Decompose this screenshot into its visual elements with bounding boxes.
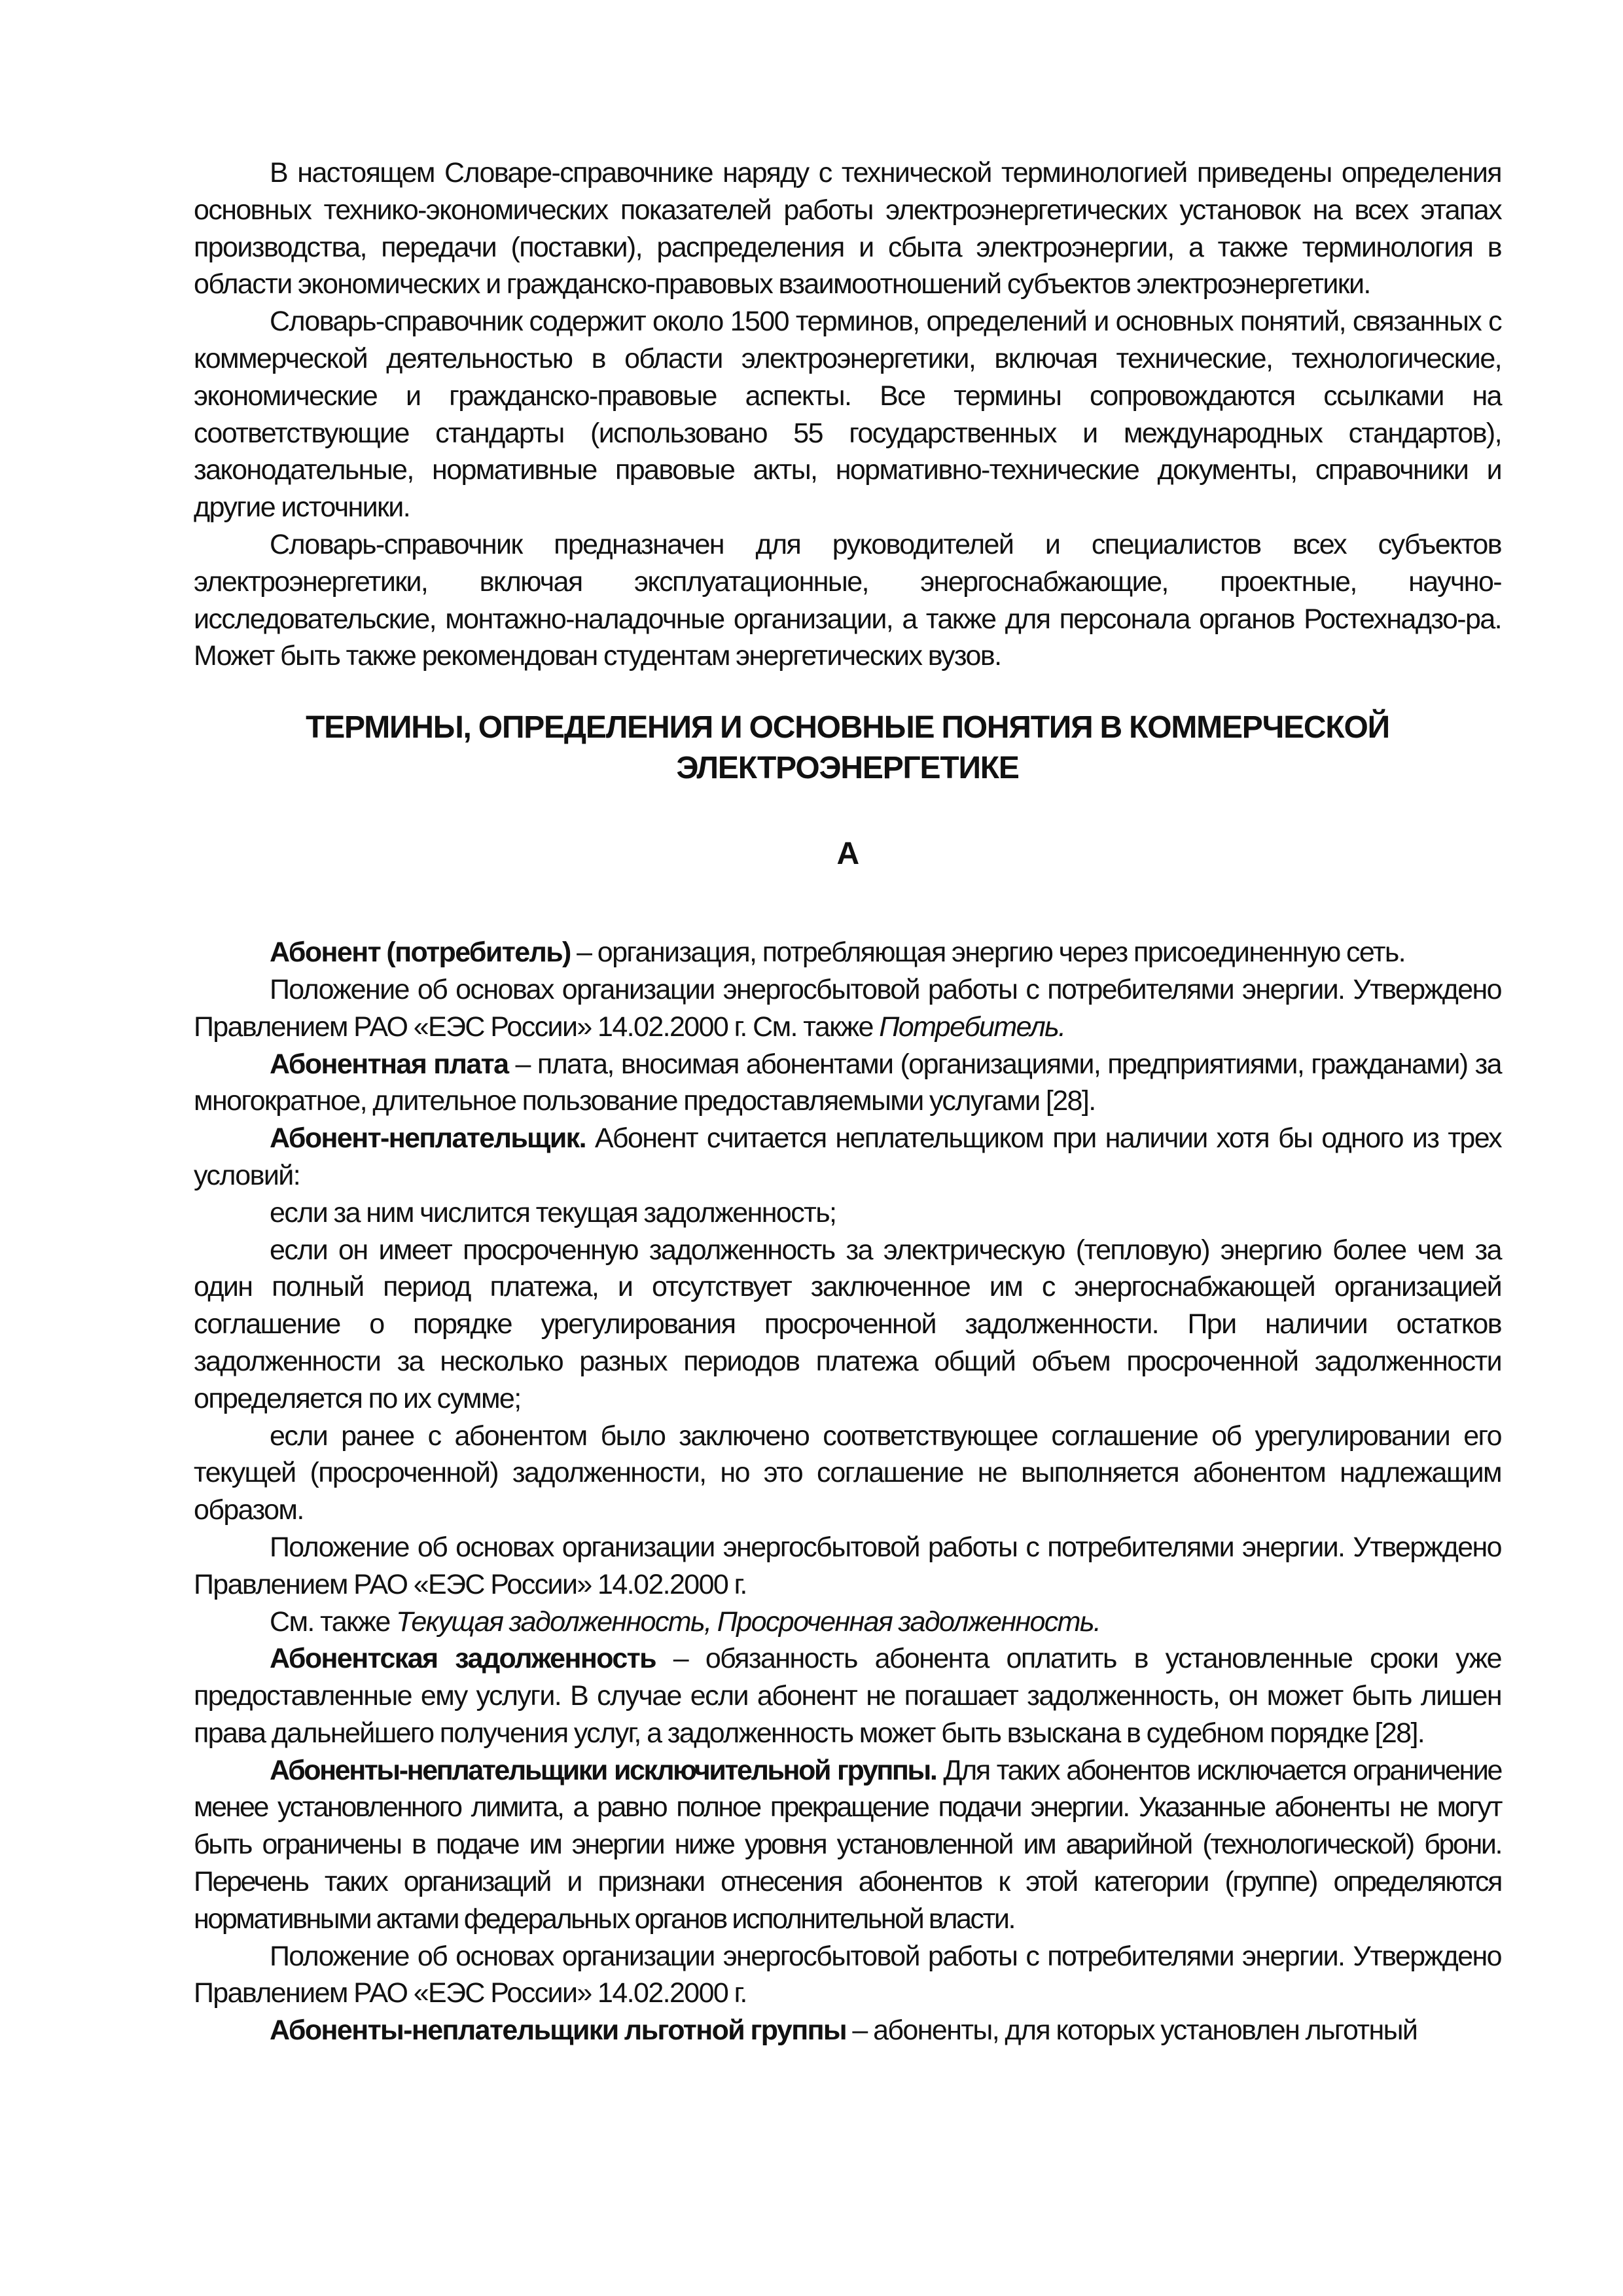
entry-definition: Для таких абонентов исключается ограничение менее установленного лимита, а равно полное прекращение подачи энергии. Указанные абоненты не могут быть ограничены в подаче им энергии ниже уровня установленной им аварийной (технологической) брони. Перечень таких организаций и признаки отнесения абонентов к этой категории (группе) определяются нормативными актами федеральных органов исполнительной власти.: [194, 1754, 1501, 1935]
condition-item: если за ним числится текущая задолженность;: [270, 1196, 836, 1229]
see-also-prefix: См. также: [270, 1605, 397, 1638]
entry-source: Положение об основах организации энергосбытовой работы с потребителями энергии. Утверждено Правлением РАО «ЕЭС России» 14.02.2000 г.: [194, 1531, 1501, 1600]
entry-term: Абонентская задолженность: [270, 1643, 656, 1675]
intro-paragraph-3: Словарь-справочник предназначен для руководителей и специалистов всех субъектов электроэнергетики, включая эксплуатационные, энергоснабжающие, проектные, научно-исследовательские, монтажно-наладочные организации, а также для персонала органов Ростехнадзо-ра. Может быть также рекомендован студентам энергетических вузов.: [194, 528, 1501, 672]
entry-term: Абоненты-неплательщики льготной группы: [270, 2015, 847, 2047]
entry-term: Абоненты-неплательщики исключительной группы.: [270, 1754, 936, 1786]
entry-isklyuchitelnaya-gruppa: [194, 1752, 1501, 1938]
entry-term: Абонент (потребитель): [270, 937, 571, 969]
entry-source: [194, 971, 1501, 1046]
entry-source: Положение об основах организации энергосбытовой работы с потребителями энергии. Утверждено Правлением РАО «ЕЭС России» 14.02.2000 г.: [194, 1940, 1501, 2009]
page-content: [194, 154, 1501, 2049]
see-also-reference: Потребитель.: [879, 1011, 1065, 1043]
condition-item: если он имеет просроченную задолженность за электрическую (тепловую) энергию более чем за один полный период платежа, и отсутствует заключенное им с энергоснабжающей организацией соглашение о порядке урегулирования просроченной задолженности. При наличии остатков задолженности за несколько разных периодов платежа общий объем просроченной задолженности определяется по их сумме;: [194, 1234, 1501, 1414]
entry-abonent-neplatelshik: [194, 1120, 1501, 1194]
source-text: Положение об основах организации энергосбытовой работы с потребителями энергии. Утверждено Правлением РАО «ЕЭС России» 14.02.2000 г. См. также: [194, 973, 1501, 1043]
entry-abonentnaya-plata: [194, 1046, 1501, 1121]
intro-paragraph-1: В настоящем Словаре-справочнике наряду с технической терминологией приведены определения основных технико-экономических показателей работы электроэнергетических установок на всех этапах производства, передачи (поставки), распределения и сбыта электроэнергии, а также терминология в области экономических и гражданско-правовых взаимоотношений субъектов электроэнергетики.: [194, 157, 1501, 300]
entry-term: Абонент-неплательщик.: [270, 1122, 586, 1155]
see-also-line: [194, 1604, 1501, 1641]
section-heading: ТЕРМИНЫ, ОПРЕДЕЛЕНИЯ И ОСНОВНЫЕ ПОНЯТИЯ В КОММЕРЧЕСКОЙ ЭЛЕКТРОЭНЕРГЕТИКЕ: [306, 710, 1389, 786]
entry-term: Абонентная плата: [270, 1048, 508, 1080]
entry-abonentskaya-zadolzhennost: [194, 1640, 1501, 1751]
condition-item: если ранее с абонентом было заключено соответствующее соглашение об урегулировании его текущей (просроченной) задолженности, но это соглашение не выполняется абонентом надлежащим образом.: [194, 1420, 1501, 1526]
entry-definition: – обязанность абонента оплатить в установленные сроки уже предоставленные ему услуги. В случае если абонент не погашает задолженность, он может быть лишен права дальнейшего получения услуг, а задолженность может быть взыскана в судебном порядке [28].: [194, 1643, 1501, 1749]
see-also-reference: Текущая задолженность, Просроченная задолженность.: [396, 1605, 1101, 1638]
intro-paragraph-2: Словарь-справочник содержит около 1500 терминов, определений и основных понятий, связанных с коммерческой деятельностью в области электроэнергетики, включая технические, технологические, экономические и гражданско-правовые аспекты. Все термины сопровождаются ссылками на соответствующие стандарты (использовано 55 государственных и международных стандартов), законодательные, нормативные правовые акты, нормативно-технические документы, справочники и другие источники.: [194, 306, 1501, 524]
entry-definition: – плата, вносимая абонентами (организациями, предприятиями, гражданами) за многократное, длительное пользование предоставляемыми услугами [28].: [194, 1048, 1501, 1117]
entry-definition: – абоненты, для которых установлен льготный: [846, 2015, 1418, 2047]
letter-heading: А: [836, 836, 859, 872]
entry-definition: – организация, потребляющая энергию через присоединенную сеть.: [570, 937, 1405, 969]
entry-definition: Абонент считается неплательщиком при наличии хотя бы одного из трех условий:: [194, 1122, 1501, 1191]
entry-abonent: [194, 934, 1501, 971]
entry-lgotnaya-gruppa: [194, 2012, 1501, 2049]
